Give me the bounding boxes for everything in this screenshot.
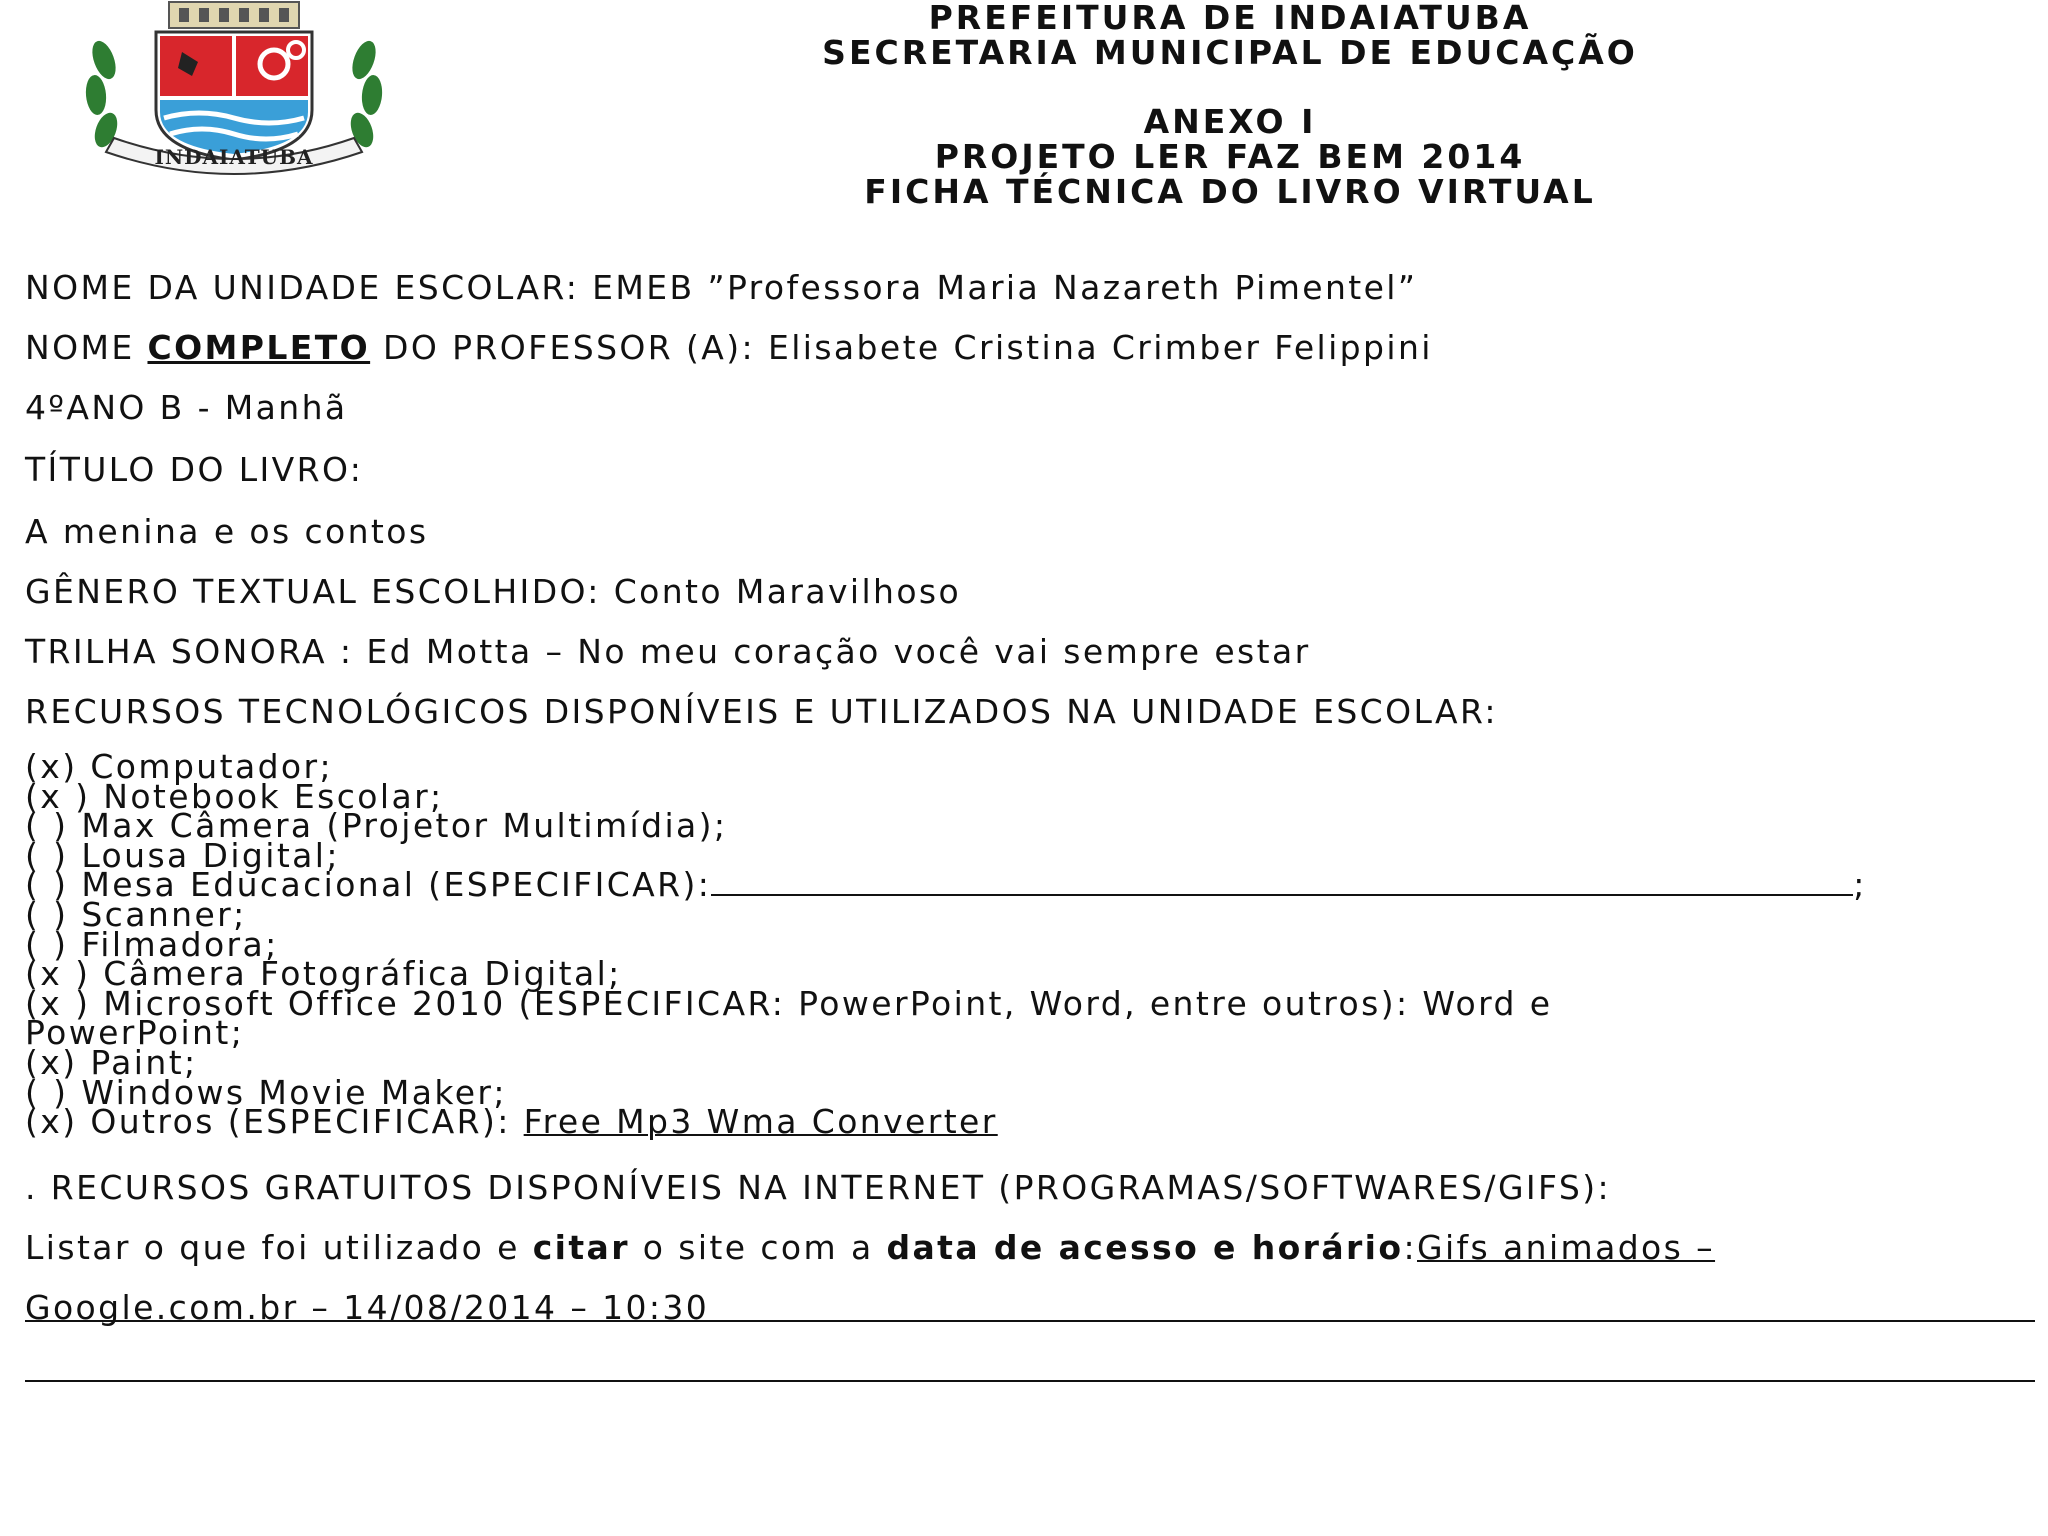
field-turma: 4ºANO B - Manhã	[25, 388, 348, 427]
professor-rest: DO PROFESSOR (A): Elisabete Cristina Crimber Felippini	[370, 328, 1433, 367]
checklist-lousa: ( ) Lousa Digital;	[25, 835, 340, 875]
field-google-continuation: Google.com.br – 14/08/2014 – 10:30	[25, 1288, 710, 1327]
listar-citar: citar	[532, 1228, 630, 1267]
header-secretaria: SECRETARIA MUNICIPAL DE EDUCAÇÃO	[822, 33, 1638, 72]
field-trilha-sonora: TRILHA SONORA : Ed Motta – No meu coração você vai sempre estar	[25, 632, 1311, 671]
checklist-scanner: ( ) Scanner;	[25, 894, 247, 934]
listar-part3: :	[1403, 1228, 1417, 1267]
document-header	[700, 0, 1760, 209]
header-projeto: PROJETO LER FAZ BEM 2014	[934, 137, 1526, 176]
municipal-seal	[74, 0, 394, 176]
field-unidade-escolar: NOME DA UNIDADE ESCOLAR: EMEB ”Professora Maria Nazareth Pimentel”	[25, 268, 1418, 307]
field-titulo-value: A menina e os contos	[25, 512, 429, 551]
checklist-office-line2: PowerPoint;	[25, 1013, 245, 1053]
professor-prefix: NOME	[25, 328, 148, 367]
checklist-mesa	[25, 865, 1867, 905]
professor-completo-emph: COMPLETO	[147, 328, 371, 367]
answer-underline-2	[25, 1380, 2035, 1382]
field-listar	[25, 1228, 1715, 1267]
svg-text:INDAIATUBA: INDAIATUBA	[154, 145, 314, 169]
header-prefeitura: PREFEITURA DE INDAIATUBA	[928, 0, 1532, 37]
field-titulo-label: TÍTULO DO LIVRO:	[25, 450, 364, 489]
field-internet-label: . RECURSOS GRATUITOS DISPONÍVEIS NA INTERNET (PROGRAMAS/SOFTWARES/GIFS):	[25, 1168, 1611, 1207]
mesa-label: ( ) Mesa Educacional (ESPECIFICAR):	[25, 865, 712, 905]
recursos-checklist	[25, 747, 1867, 1142]
checklist-max-camera: ( ) Max Câmera (Projetor Multimídia);	[25, 806, 728, 846]
checklist-camera-fotografica: (x ) Câmera Fotográfica Digital;	[25, 954, 622, 994]
listar-part2: o site com a	[629, 1228, 887, 1267]
checklist-office-line1: (x ) Microsoft Office 2010 (ESPECIFICAR: PowerPoint, Word, entre outros): Word e	[25, 983, 1553, 1023]
outros-value: Free Mp3 Wma Converter	[523, 1102, 998, 1142]
listar-data-acesso: data de acesso e horário	[886, 1228, 1404, 1267]
checklist-outros	[25, 1102, 1867, 1142]
field-recursos-label: RECURSOS TECNOLÓGICOS DISPONÍVEIS E UTILIZADOS NA UNIDADE ESCOLAR:	[25, 692, 1498, 731]
field-professor	[25, 328, 1433, 367]
checklist-movie-maker: ( ) Windows Movie Maker;	[25, 1072, 507, 1112]
checklist-computador: (x) Computador;	[25, 747, 333, 786]
checklist-notebook: (x ) Notebook Escolar;	[25, 776, 444, 816]
mesa-end: ;	[1853, 865, 1867, 905]
header-ficha: FICHA TÉCNICA DO LIVRO VIRTUAL	[864, 172, 1596, 211]
listar-gifs-link: Gifs animados –	[1417, 1228, 1716, 1267]
answer-underline-1	[25, 1320, 2035, 1322]
checklist-filmadora: ( ) Filmadora;	[25, 924, 279, 964]
listar-part1: Listar o que foi utilizado e	[25, 1228, 533, 1267]
mesa-blank-line	[711, 870, 1853, 896]
field-genero: GÊNERO TEXTUAL ESCOLHIDO: Conto Maravilhoso	[25, 572, 962, 611]
header-anexo: ANEXO I	[1143, 102, 1317, 141]
checklist-paint: (x) Paint;	[25, 1042, 198, 1082]
outros-label: (x) Outros (ESPECIFICAR):	[25, 1102, 524, 1142]
